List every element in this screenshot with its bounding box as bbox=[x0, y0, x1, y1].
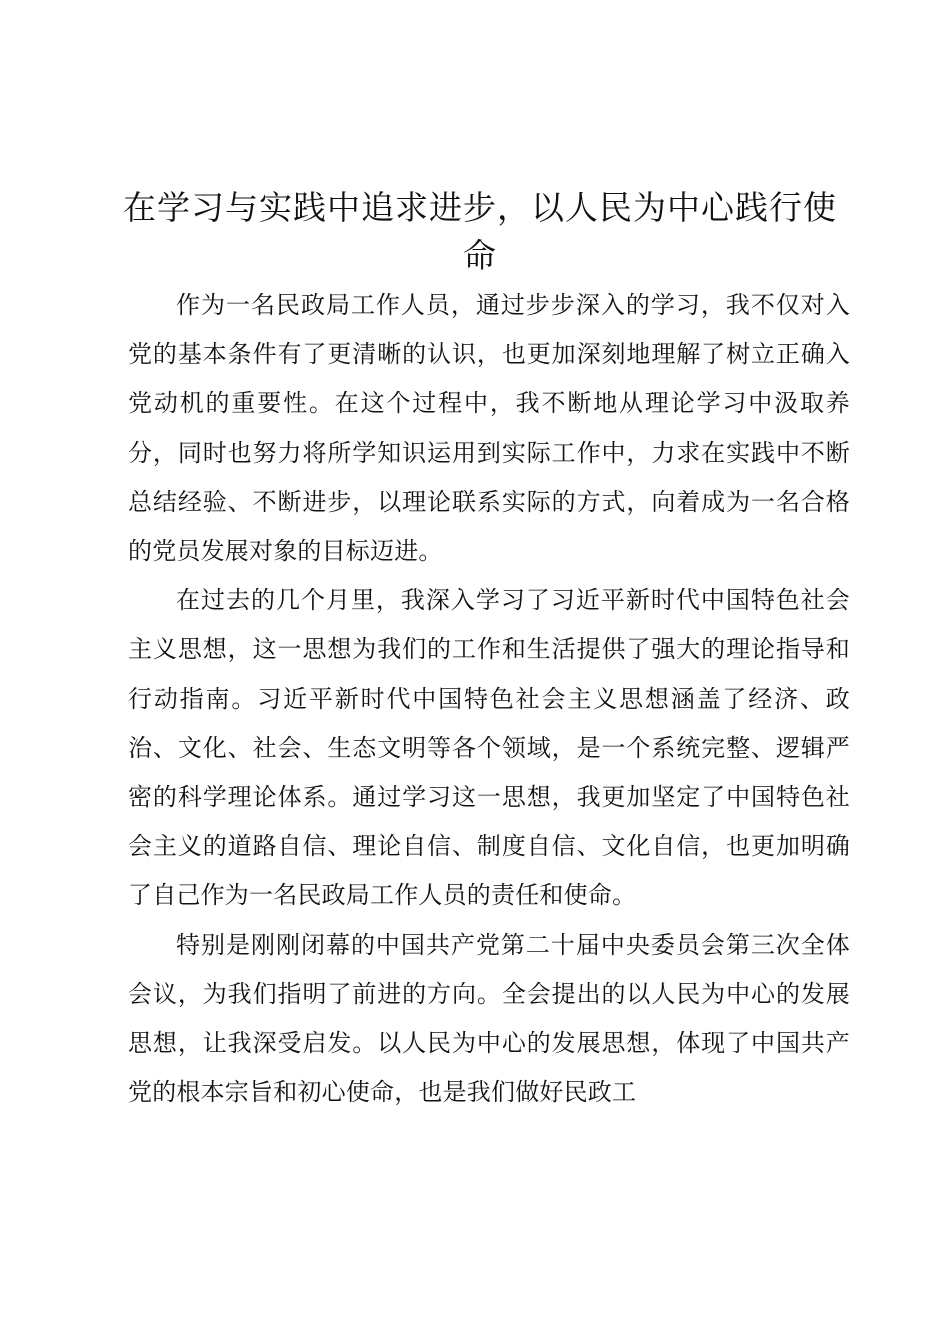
paragraph-3: 特别是刚刚闭幕的中国共产党第二十届中央委员会第三次全体会议，为我们指明了前进的方向。全会提出的以人民为中心的发展思想，让我深受启发。以人民为中心的发展思想，体现了中国共产党的根本宗旨和初心使命，也是我们做好民政工 bbox=[128, 930, 850, 1107]
paragraph-2: 在过去的几个月里，我深入学习了习近平新时代中国特色社会主义思想，这一思想为我们的工作和生活提供了强大的理论指导和行动指南。习近平新时代中国特色社会主义思想涵盖了经济、政治、文化、社会、生态文明等各个领域，是一个系统完整、逻辑严密的科学理论体系。通过学习这一思想，我更加坚定了中国特色社会主义的道路自信、理论自信、制度自信、文化自信，也更加明确了自己作为一名民政局工作人员的责任和使命。 bbox=[128, 586, 850, 910]
document-body bbox=[128, 281, 850, 1117]
document-title: 在学习与实践中追求进步，以人民为中心践行使命 bbox=[123, 188, 837, 275]
paragraph-1: 作为一名民政局工作人员，通过步步深入的学习，我不仅对入党的基本条件有了更清晰的认识，也更加深刻地理解了树立正确入党动机的重要性。在这个过程中，我不断地从理论学习中汲取养分，同时也努力将所学知识运用到实际工作中，力求在实践中不断总结经验、不断进步，以理论联系实际的方式，向着成为一名合格的党员发展对象的目标迈进。 bbox=[128, 291, 850, 566]
